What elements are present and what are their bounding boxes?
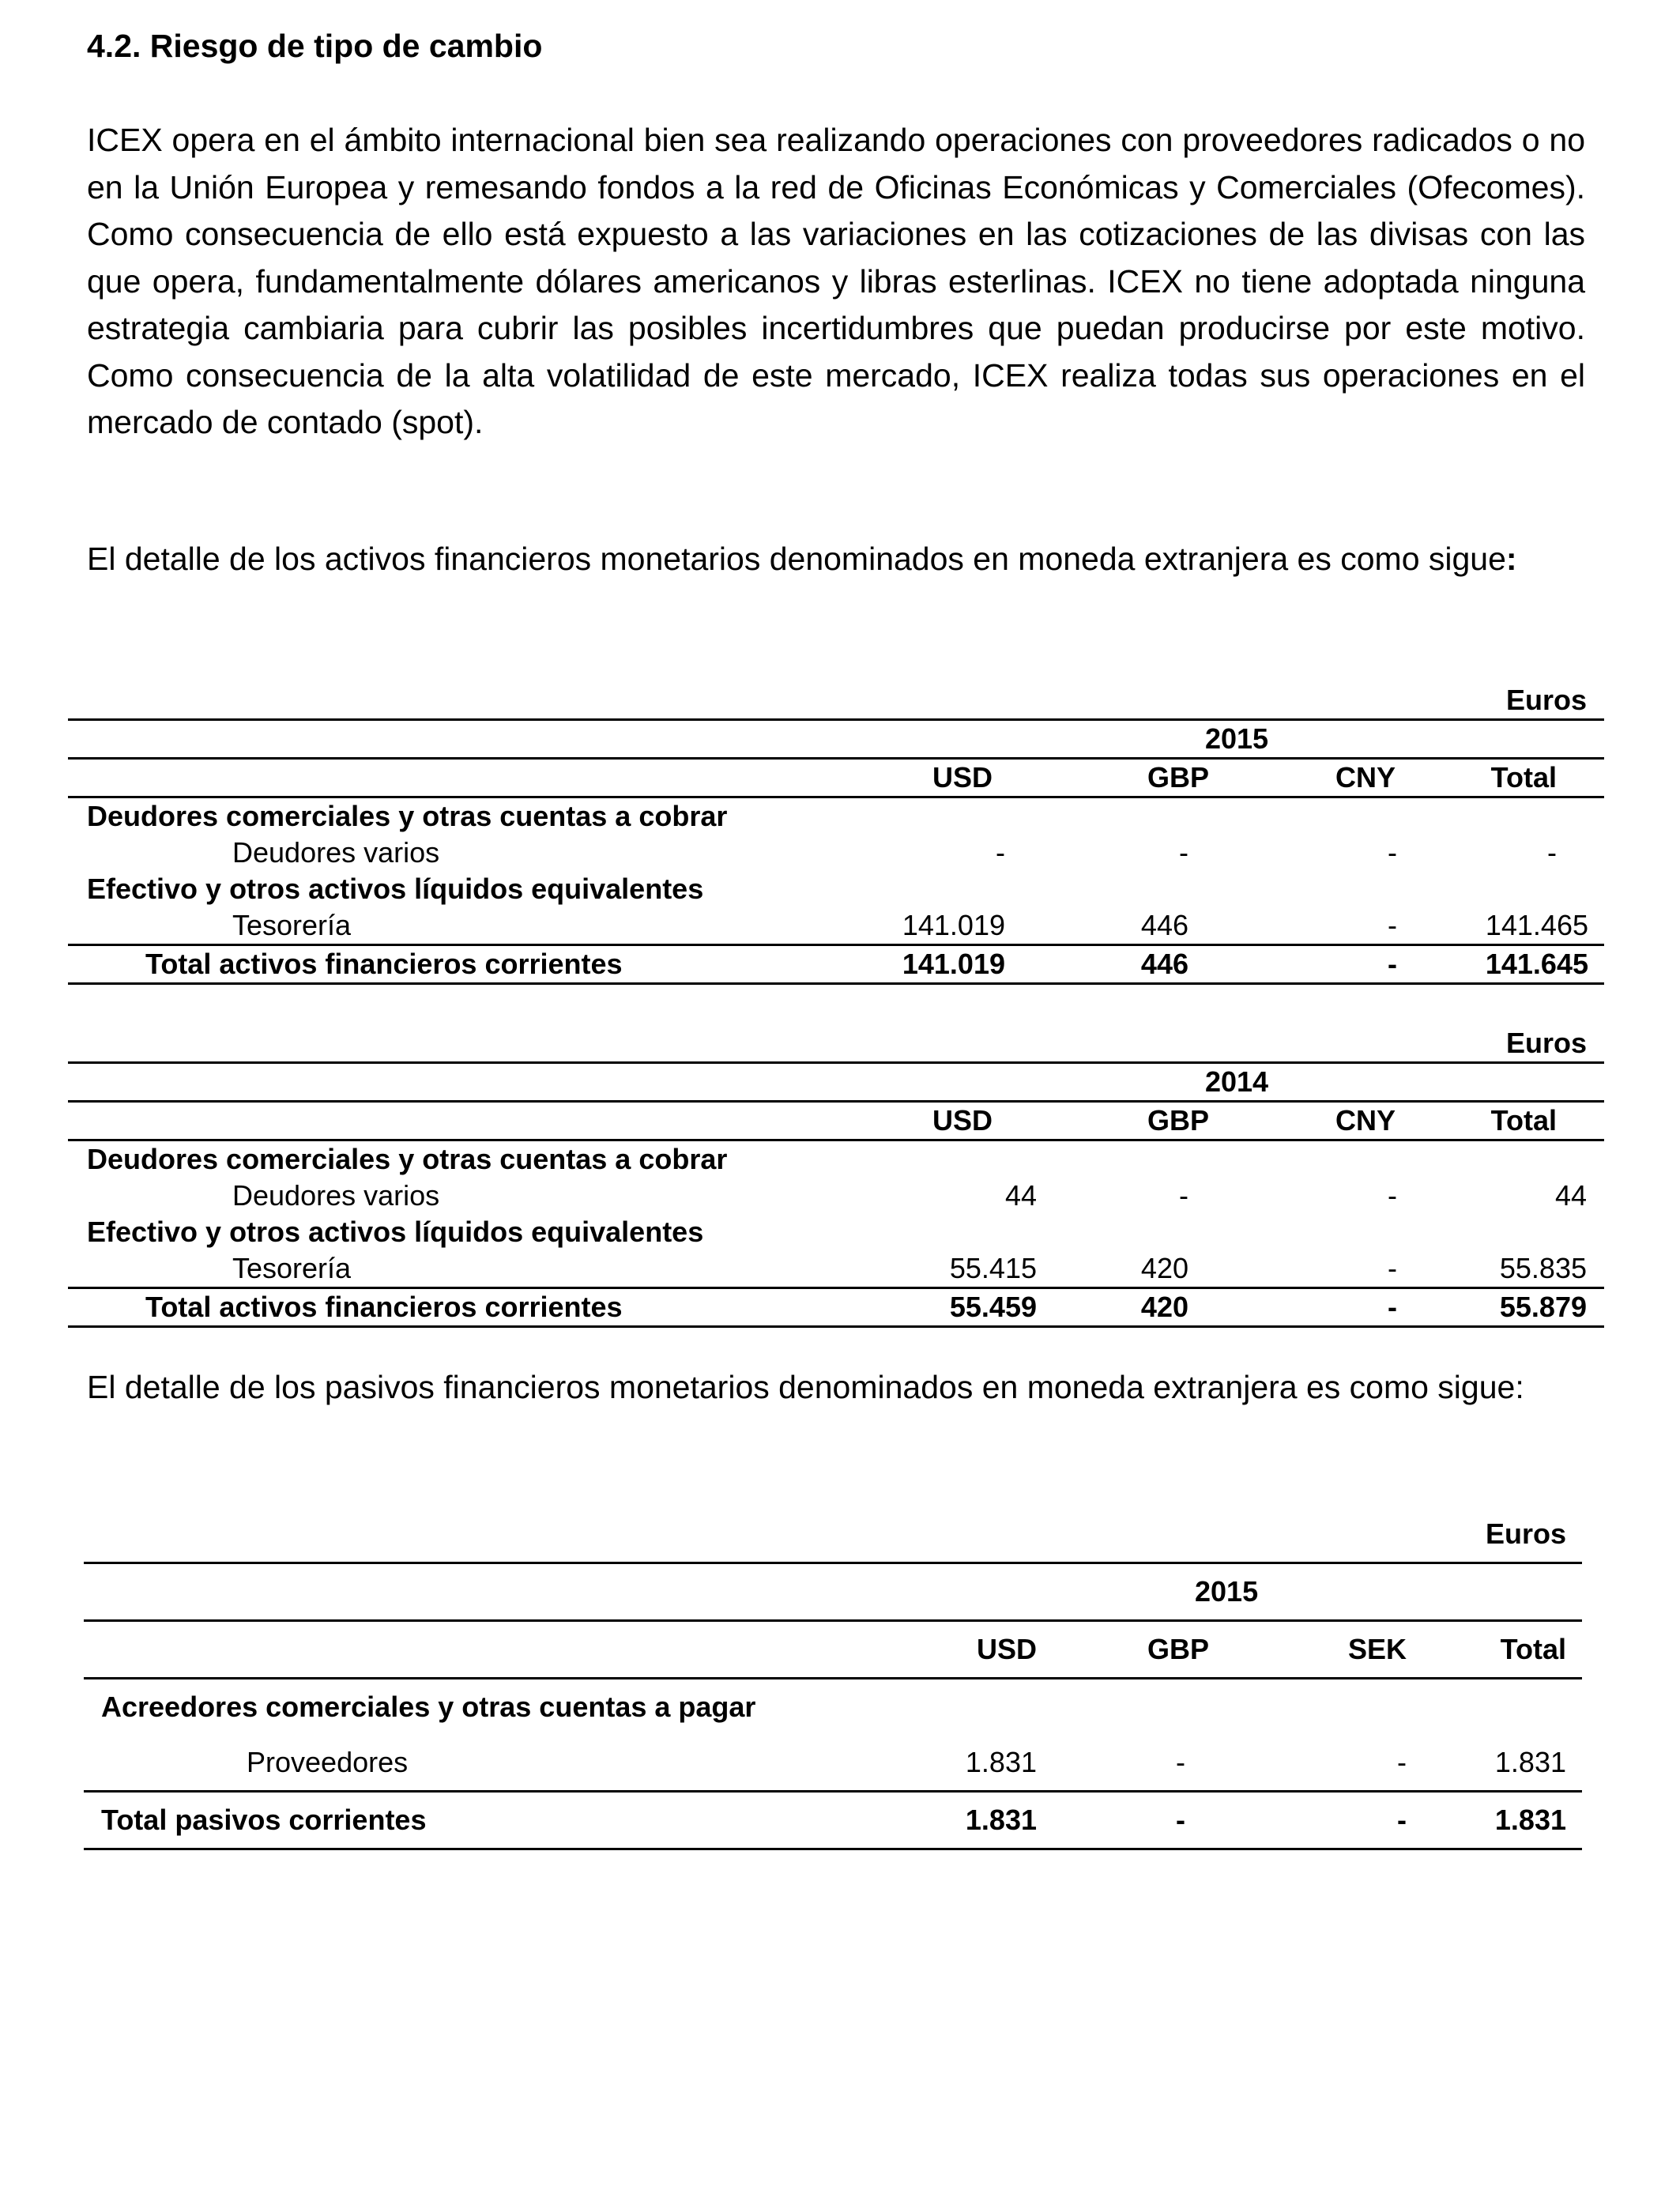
cell-sek: - — [1244, 1735, 1430, 1792]
year-label: 2014 — [869, 1063, 1604, 1102]
unit-row — [68, 682, 1604, 720]
total-gbp: 446 — [1053, 945, 1236, 984]
cell-cny: - — [1236, 1250, 1419, 1288]
cell-total: 141.465 — [1419, 907, 1604, 945]
group-row — [68, 1140, 1604, 1178]
unit-label: Euros — [1419, 682, 1604, 720]
total-row — [84, 1792, 1582, 1849]
total-sek: - — [1244, 1792, 1430, 1849]
unit-row — [84, 1506, 1582, 1563]
group-row — [68, 871, 1604, 907]
total-cny: - — [1236, 945, 1419, 984]
header-row — [68, 759, 1604, 797]
col-header-sek: SEK — [1244, 1621, 1430, 1679]
table-row — [68, 1178, 1604, 1214]
total-cny: - — [1236, 1288, 1419, 1327]
cell-gbp: 420 — [1053, 1250, 1236, 1288]
liabilities-intro-paragraph: El detalle de los pasivos financieros monetarios denominados en moneda extranjera es como sigue: — [87, 1369, 1524, 1405]
assets-intro-text: El detalle de los activos financieros monetarios denominados en moneda extranjera es como sigue — [87, 541, 1506, 577]
group-label: Deudores comerciales y otras cuentas a cobrar — [87, 800, 728, 832]
col-header-total: Total — [1430, 1621, 1582, 1679]
cell-gbp: - — [1179, 1179, 1188, 1212]
table-row — [68, 835, 1604, 871]
total-label: Total pasivos corrientes — [84, 1792, 879, 1849]
total-row — [68, 1288, 1604, 1327]
total-label: Total activos financieros corrientes — [68, 945, 869, 984]
total-usd: 1.831 — [879, 1792, 1054, 1849]
col-header-total: Total — [1419, 1102, 1604, 1140]
total-total: 141.645 — [1419, 945, 1604, 984]
year-row — [68, 720, 1604, 759]
total-row — [68, 945, 1604, 984]
row-label: Proveedores — [84, 1735, 879, 1792]
intro-paragraph: ICEX opera en el ámbito internacional bien sea realizando operaciones con proveedores radicados o no en la Unión Europea y remesando fondos a la red de Oficinas Económicas y Comerciales (Ofecomes). Como consecuencia de ello está expuesto a las variaciones en las cotizaciones de las divisas con las que opera, fundamentalmente dólares americanos y libras esterlinas. ICEX no tiene adoptada ninguna estrategia cambiaria para cubrir las posibles incertidumbres que puedan producirse por este motivo. Como consecuencia de la alta volatilidad de este mercado, ICEX realiza todas sus operaciones en el mercado de contado (spot). — [87, 122, 1585, 440]
table-row — [84, 1735, 1582, 1792]
assets-2015-table — [68, 682, 1604, 985]
total-gbp: 420 — [1053, 1288, 1236, 1327]
table-row — [68, 907, 1604, 945]
header-row — [68, 1102, 1604, 1140]
row-label: Tesorería — [68, 907, 869, 945]
cell-total: 55.835 — [1419, 1250, 1604, 1288]
col-header-cny: CNY — [1236, 759, 1419, 797]
cell-usd: 44 — [1004, 1179, 1037, 1212]
total-usd: 55.459 — [869, 1288, 1053, 1327]
cell-usd: - — [996, 836, 1005, 869]
assets-2014-table — [68, 1025, 1604, 1328]
cell-gbp: - — [1054, 1735, 1244, 1792]
group-label: Deudores comerciales y otras cuentas a cobrar — [87, 1143, 728, 1175]
total-gbp: - — [1054, 1792, 1244, 1849]
col-header-total: Total — [1419, 759, 1604, 797]
row-label: Deudores varios — [232, 1179, 440, 1212]
total-usd: 141.019 — [869, 945, 1053, 984]
col-header-usd: USD — [879, 1621, 1054, 1679]
year-row — [84, 1563, 1582, 1621]
cell-total: 1.831 — [1430, 1735, 1582, 1792]
cell-gbp: - — [1179, 836, 1188, 869]
row-label: Tesorería — [68, 1250, 869, 1288]
year-label: 2015 — [879, 1563, 1582, 1621]
group-row — [68, 797, 1604, 835]
col-header-gbp: GBP — [1053, 1102, 1236, 1140]
unit-label: Euros — [1419, 1025, 1604, 1063]
col-header-cny: CNY — [1236, 1102, 1419, 1140]
year-row — [68, 1063, 1604, 1102]
section-heading: 4.2. Riesgo de tipo de cambio — [87, 28, 543, 64]
cell-cny: - — [1388, 836, 1397, 869]
liabilities-2015-table — [84, 1506, 1582, 1850]
group-label: Acreedores comerciales y otras cuentas a pagar — [101, 1691, 756, 1723]
cell-total: 44 — [1554, 1179, 1587, 1212]
unit-label: Euros — [1430, 1506, 1582, 1563]
cell-usd: 55.415 — [869, 1250, 1053, 1288]
cell-cny: - — [1388, 1179, 1397, 1212]
unit-row — [68, 1025, 1604, 1063]
total-total: 1.831 — [1430, 1792, 1582, 1849]
group-label: Efectivo y otros activos líquidos equivalentes — [87, 873, 704, 905]
table-row — [68, 1250, 1604, 1288]
total-total: 55.879 — [1419, 1288, 1604, 1327]
total-label: Total activos financieros corrientes — [68, 1288, 869, 1327]
col-header-gbp: GBP — [1054, 1621, 1244, 1679]
group-label: Efectivo y otros activos líquidos equivalentes — [87, 1216, 704, 1248]
cell-usd: 141.019 — [869, 907, 1053, 945]
header-row — [84, 1621, 1582, 1679]
group-row — [68, 1214, 1604, 1250]
cell-total: - — [1547, 836, 1557, 869]
assets-intro-colon: : — [1505, 541, 1517, 577]
col-header-usd: USD — [869, 1102, 1053, 1140]
cell-usd: 1.831 — [879, 1735, 1054, 1792]
cell-gbp: 446 — [1053, 907, 1236, 945]
col-header-usd: USD — [869, 759, 1053, 797]
year-label: 2015 — [869, 720, 1604, 759]
col-header-gbp: GBP — [1053, 759, 1236, 797]
assets-intro-paragraph — [87, 536, 1585, 583]
row-label: Deudores varios — [232, 836, 440, 869]
cell-cny: - — [1236, 907, 1419, 945]
group-row — [84, 1679, 1582, 1736]
